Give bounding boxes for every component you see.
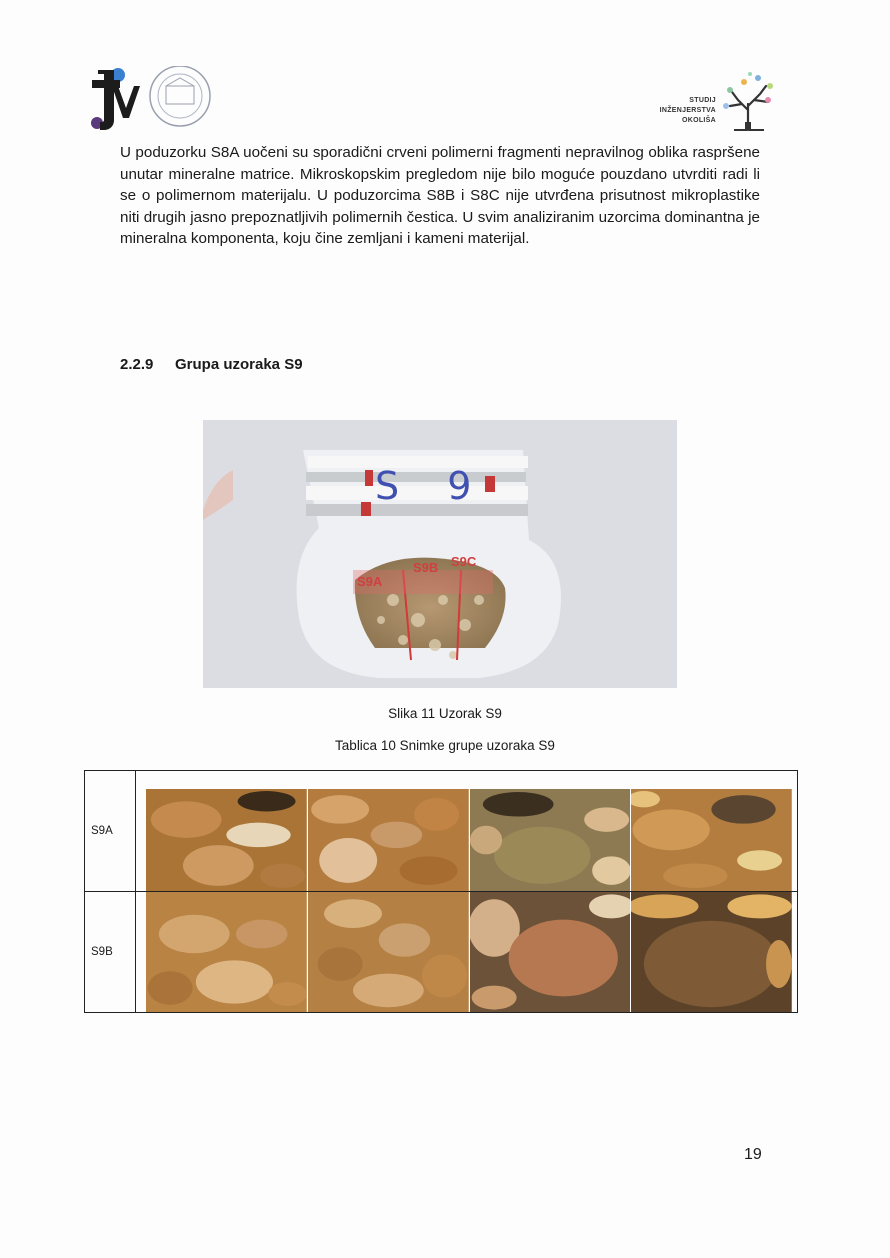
bag-label: S 9 bbox=[375, 464, 490, 508]
section-title: Grupa uzoraka S9 bbox=[175, 356, 303, 373]
micrograph-image bbox=[308, 789, 469, 891]
table-row bbox=[85, 771, 798, 892]
table-caption: Tablica 10 Snimke grupe uzoraka S9 bbox=[335, 738, 555, 753]
micrograph-table bbox=[84, 770, 798, 1013]
logo-text-line-3: OKOLIŠA bbox=[682, 117, 716, 124]
micrograph-image bbox=[146, 892, 307, 1012]
bag-sublabel-s9c: S9C bbox=[451, 554, 477, 569]
logo-text-line-2: INŽENJERSTVA bbox=[659, 107, 716, 114]
faculty-logo-icon bbox=[88, 66, 216, 132]
micrograph-image bbox=[146, 789, 307, 891]
study-program-logo bbox=[648, 66, 776, 136]
section-heading bbox=[120, 356, 303, 373]
micrograph-image bbox=[470, 789, 631, 891]
micrograph-image bbox=[470, 892, 631, 1012]
sample-photo bbox=[203, 420, 677, 688]
micrograph-image bbox=[308, 892, 469, 1012]
row-label-s9a: S9A bbox=[85, 771, 136, 892]
figure-caption: Slika 11 Uzorak S9 bbox=[388, 706, 502, 721]
micrograph-row-s9b bbox=[136, 892, 798, 1013]
intro-paragraph: U poduzorku S8A uočeni su sporadični crveni polimerni fragmenti nepravilnog oblika raspršene unutar mineralne matrice. Mikroskopskim pregledom nije bilo moguće pouzdano utvrditi radi li se o polimernom materijalu. U poduzorcima S8B i S8C nije utvrđena prisutnost mikroplastike niti drugih jasno prepoznatljivih polimernih čestica. U svim analiziranim uzorcima dominantna je mineralna komponenta, koju čine zemljani i kameni materijal. bbox=[120, 144, 760, 247]
logo-text-line-1: STUDIJ bbox=[689, 97, 716, 104]
micrograph-image bbox=[631, 789, 792, 891]
table-row bbox=[85, 892, 798, 1013]
section-number: 2.2.9 bbox=[120, 356, 154, 373]
micrograph-row-s9a bbox=[136, 771, 798, 892]
bag-sublabel-s9b: S9B bbox=[413, 560, 439, 575]
page-number: 19 bbox=[744, 1146, 762, 1163]
micrograph-image bbox=[631, 892, 792, 1012]
tree-icon bbox=[720, 70, 776, 134]
row-label-s9b: S9B bbox=[85, 892, 136, 1013]
bag-sublabel-s9a: S9A bbox=[357, 574, 383, 589]
